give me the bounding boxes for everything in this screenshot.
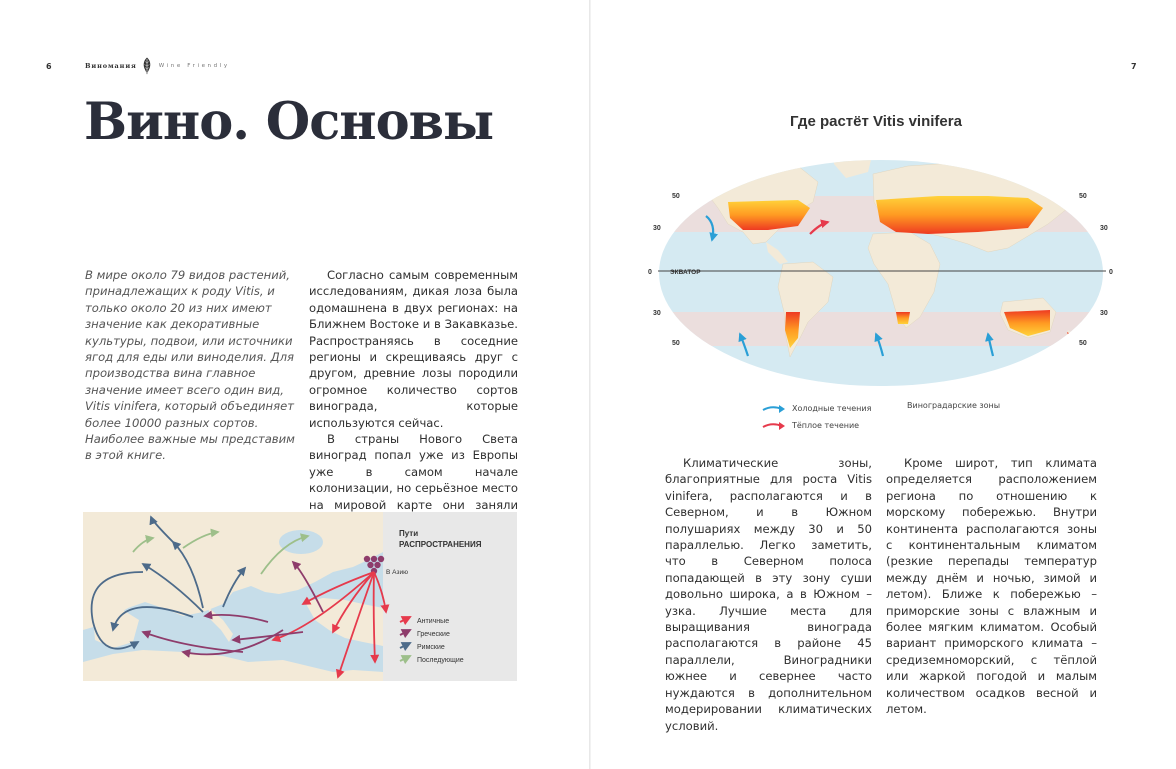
vine-zone-north-america: [728, 200, 810, 230]
asia-label: В Азию: [386, 569, 408, 576]
page-number-right: 7: [1131, 62, 1137, 71]
map-oval: [648, 152, 1115, 390]
lat-label-n30-left: 30: [653, 225, 661, 232]
legend-label: Римские: [417, 644, 445, 651]
cold-current-icon: [762, 404, 786, 414]
legend-vine-zones-label: Виноградарские зоны: [907, 401, 1001, 410]
lat-label-eq-left: 0: [648, 269, 652, 276]
legend-label: Греческие: [417, 631, 450, 638]
body-column-right-1: [665, 455, 872, 734]
vine-zone-new-zealand: [1067, 332, 1074, 345]
body-paragraph: Климатические зоны, благоприятные для роста Vitis vinifera, располагаются и в Северном, и в Южном полушариях между 30 и 50 параллелью. Легко заметить, что в Северном полоса попадающей в эту зону суши довольно широка, а в Южном – узка. Лучшие места для выращивания винограда располагаются в районе 45 параллели, Виноградники южнее и севернее часто нуждаются в дополнительном модерировании климатических условий.: [665, 456, 872, 733]
spread-map-title-2: распространения: [399, 540, 482, 549]
legend-cold-current: [762, 400, 871, 417]
world-vineyard-map: [648, 152, 1115, 390]
body-paragraph: Согласно самым современным исследованиям, дикая лоза была одомашнена в двух регионах: на Ближнем Востоке и в Закавказье. Распространяясь в соседние регионы и скрещиваясь друг с другом, древние лозы породили огромное количество сортов винограда, которые используются сейчас.: [309, 268, 518, 430]
world-map-legend: [762, 400, 871, 434]
body-paragraph: В страны Нового Света виноград попал уже из Европы уже в самом начале колонизации, но серьёзное место на мировой карте они заняли: [309, 432, 518, 512]
vine-zone-eurasia: [876, 196, 1043, 234]
legend-warm-current: [762, 417, 871, 434]
lat-label-s30-left: 30: [653, 310, 661, 317]
spread-routes-map: [83, 512, 517, 681]
intro-text: В мире около 79 видов растений, принадлежащих к роду Vitis, и только около 20 из них имеют значение как декоративные культуры, подвои, или источники ягод для еды или виноделия. Для производства вина главное значение имеет всего один вид, Vitis vinifera, который объединяет более 10000 разных сортов. Наиболее важные мы представим в этой книге.: [85, 268, 295, 463]
black-sea: [279, 530, 323, 554]
page-number-left: 6: [46, 62, 52, 71]
lat-label-n30-right: 30: [1100, 225, 1108, 232]
body-column-right-2: [886, 455, 1097, 718]
running-head-brand: Виномания: [85, 62, 137, 70]
lat-label-n50-right: 50: [1079, 193, 1087, 200]
vine-zone-south-africa: [896, 312, 910, 324]
lat-label-s30-right: 30: [1100, 310, 1108, 317]
vine-leaf-logo-icon: [142, 57, 152, 75]
world-map-title: Где растёт Vitis vinifera: [790, 113, 962, 130]
legend-label: Античные: [417, 618, 450, 625]
warm-current-icon: [762, 421, 786, 431]
lat-label-n50-left: 50: [672, 193, 680, 200]
body-paragraph: Кроме широт, тип климата определяется расположением региона по отношению к морскому побережью. Внутри континента располагаются зоны с континентальным климатом (резкие перепады температур между днём и ночью, зимой и летом). Ближе к побережью – приморские зоны с влажным и более мягким климатом. Особый вариант приморского климата – средиземноморский, с тёплой или жаркой погодой и малым количеством осадков весной и летом.: [886, 456, 1097, 717]
lat-label-eq-right: 0: [1109, 269, 1113, 276]
legend-warm-label: Тёплое течение: [792, 421, 860, 430]
page-title: Вино. Основы: [84, 92, 494, 152]
spread-map-title-1: Пути: [399, 529, 419, 538]
lat-label-s50-left: 50: [672, 340, 680, 347]
running-head: [85, 59, 230, 73]
legend-label: Последующие: [417, 657, 464, 664]
body-column-left: [309, 267, 518, 530]
legend-cold-label: Холодные течения: [792, 404, 872, 413]
lat-label-s50-right: 50: [1079, 340, 1087, 347]
running-head-subtitle: Wine Friendly: [158, 63, 230, 69]
equator-label: ЭКВАТОР: [670, 269, 701, 276]
